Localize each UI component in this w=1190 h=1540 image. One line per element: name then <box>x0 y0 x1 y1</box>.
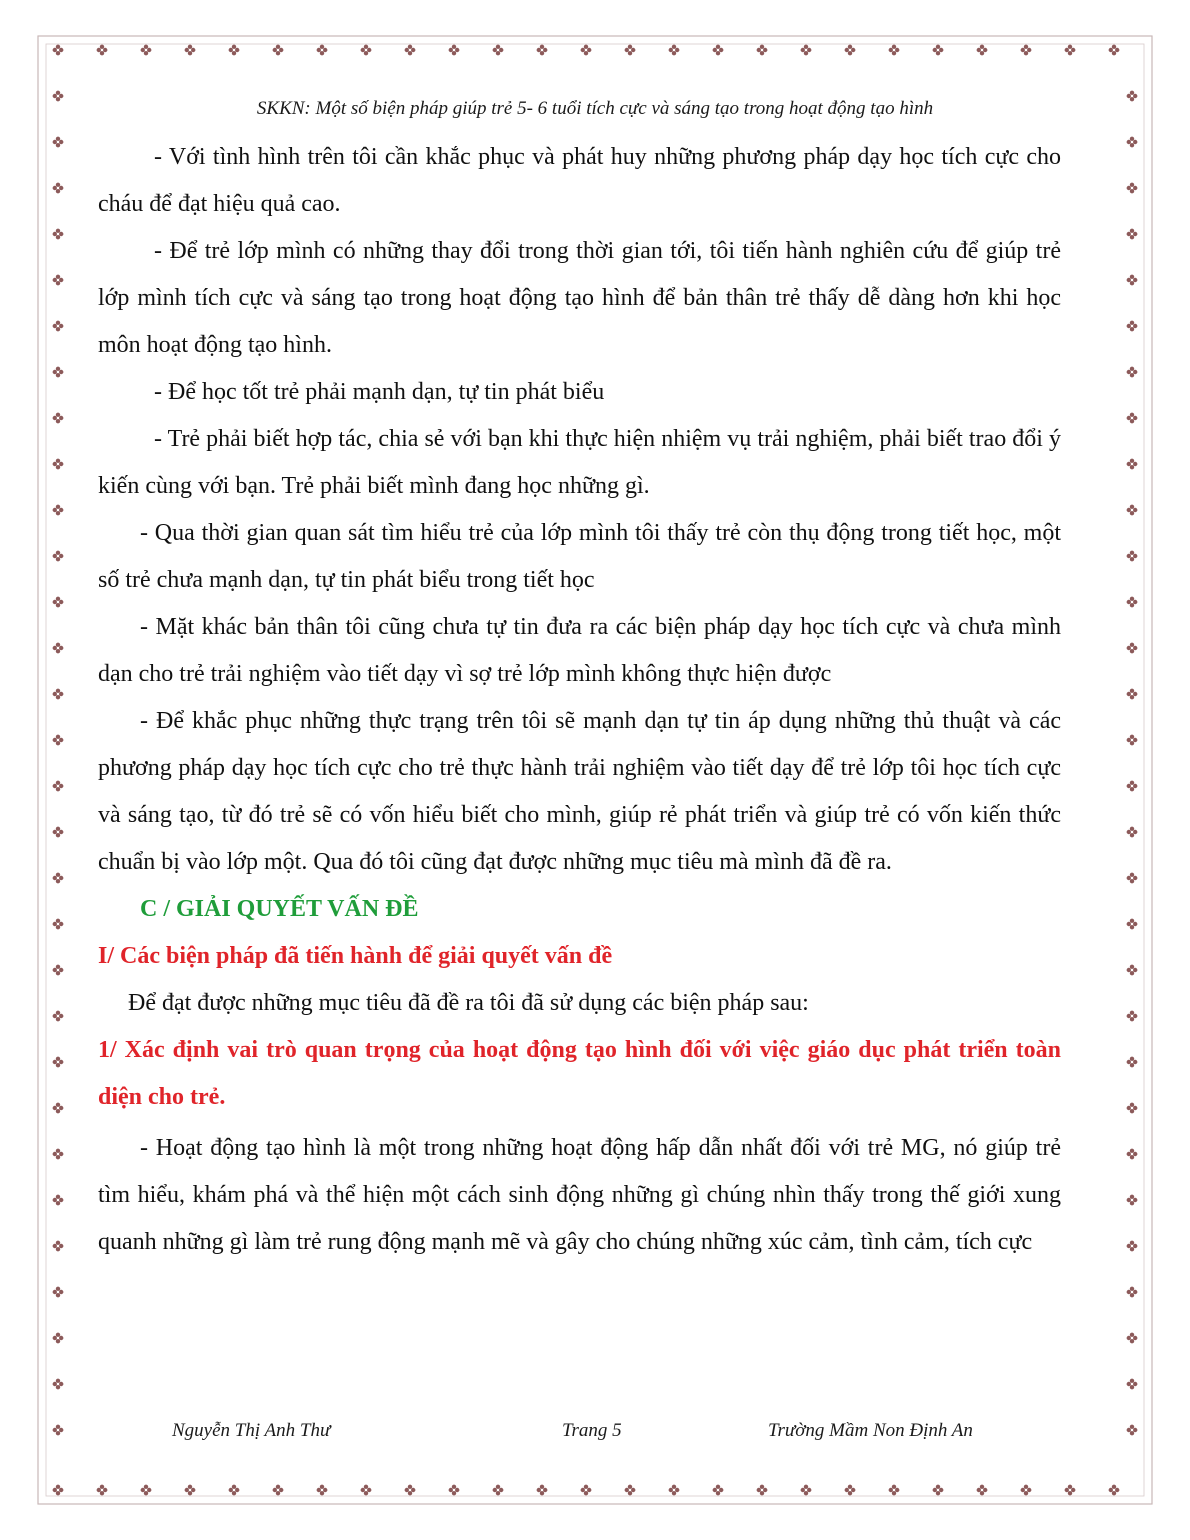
body-paragraph: - Hoạt động tạo hình là một trong những hoạt động hấp dẫn nhất đối với trẻ MG, nó giúp trẻ tìm hiểu, khám phá và thể hiện một cách sinh động những gì chúng nhìn thấy trong thế giới xung quanh những gì làm trẻ rung động mạnh mẽ và gây cho chúng những xúc cảm, tình cảm, tích cực <box>98 1135 1061 1255</box>
page-header: SKKN: Một số biện pháp giúp trẻ 5- 6 tuổi tích cực và sáng tạo trong hoạt động tạo hình <box>256 98 934 119</box>
intro-paragraph: Để đạt được những mục tiêu đã đề ra tôi đã sử dụng các biện pháp sau: <box>128 990 809 1016</box>
body-paragraph: - Mặt khác bản thân tôi cũng chưa tự tin đưa ra các biện pháp dạy học tích cực và chưa mình dạn cho trẻ trải nghiệm vào tiết dạy vì sợ trẻ lớp mình không thực hiện được <box>98 614 1061 687</box>
section-heading-c: C / GIẢI QUYẾT VẤN ĐỀ <box>140 896 419 922</box>
body-paragraph: - Để khắc phục những thực trạng trên tôi sẽ mạnh dạn tự tin áp dụng những thủ thuật và các phương pháp dạy học tích cực cho trẻ thực hành trải nghiệm vào tiết dạy để trẻ lớp tôi học tích cực và sáng tạo, từ đó trẻ sẽ có vốn hiểu biết cho mình, giúp rẻ phát triển và giúp trẻ có vốn kiến thức chuẩn bị vào lớp một. Qua đó tôi cũng đạt được những mục tiêu mà mình đã đề ra. <box>98 708 1061 875</box>
footer-school: Trường Mầm Non Định An <box>768 1420 973 1441</box>
page-footer <box>0 1420 1190 1446</box>
footer-author: Nguyễn Thị Anh Thư <box>172 1420 331 1441</box>
body-paragraph: - Để học tốt trẻ phải mạnh dạn, tự tin phát biểu <box>154 379 605 405</box>
body-paragraph: - Với tình hình trên tôi cần khắc phục và phát huy những phương pháp dạy học tích cực cho cháu để đạt hiệu quả cao. <box>98 144 1061 217</box>
subsection-heading-1: I/ Các biện pháp đã tiến hành để giải quyết vấn đề <box>98 943 613 969</box>
document-body <box>98 134 1061 1266</box>
body-paragraph: - Trẻ phải biết hợp tác, chia sẻ với bạn khi thực hiện nhiệm vụ trải nghiệm, phải biết trao đổi ý kiến cùng với bạn. Trẻ phải biết mình đang học những gì. <box>98 426 1061 499</box>
footer-page-number: Trang 5 <box>562 1420 622 1441</box>
measure-heading-1: 1/ Xác định vai trò quan trọng của hoạt động tạo hình đối với việc giáo dục phát triển toàn diện cho trẻ. <box>98 1037 1061 1110</box>
body-paragraph: - Để trẻ lớp mình có những thay đổi trong thời gian tới, tôi tiến hành nghiên cứu để giúp trẻ lớp mình tích cực và sáng tạo trong hoạt động tạo hình để bản thân trẻ thấy dễ dàng hơn khi học môn hoạt động tạo hình. <box>98 238 1061 358</box>
body-paragraph: - Qua thời gian quan sát tìm hiểu trẻ của lớp mình tôi thấy trẻ còn thụ động trong tiết học, một số trẻ chưa mạnh dạn, tự tin phát biểu trong tiết học <box>98 520 1061 593</box>
